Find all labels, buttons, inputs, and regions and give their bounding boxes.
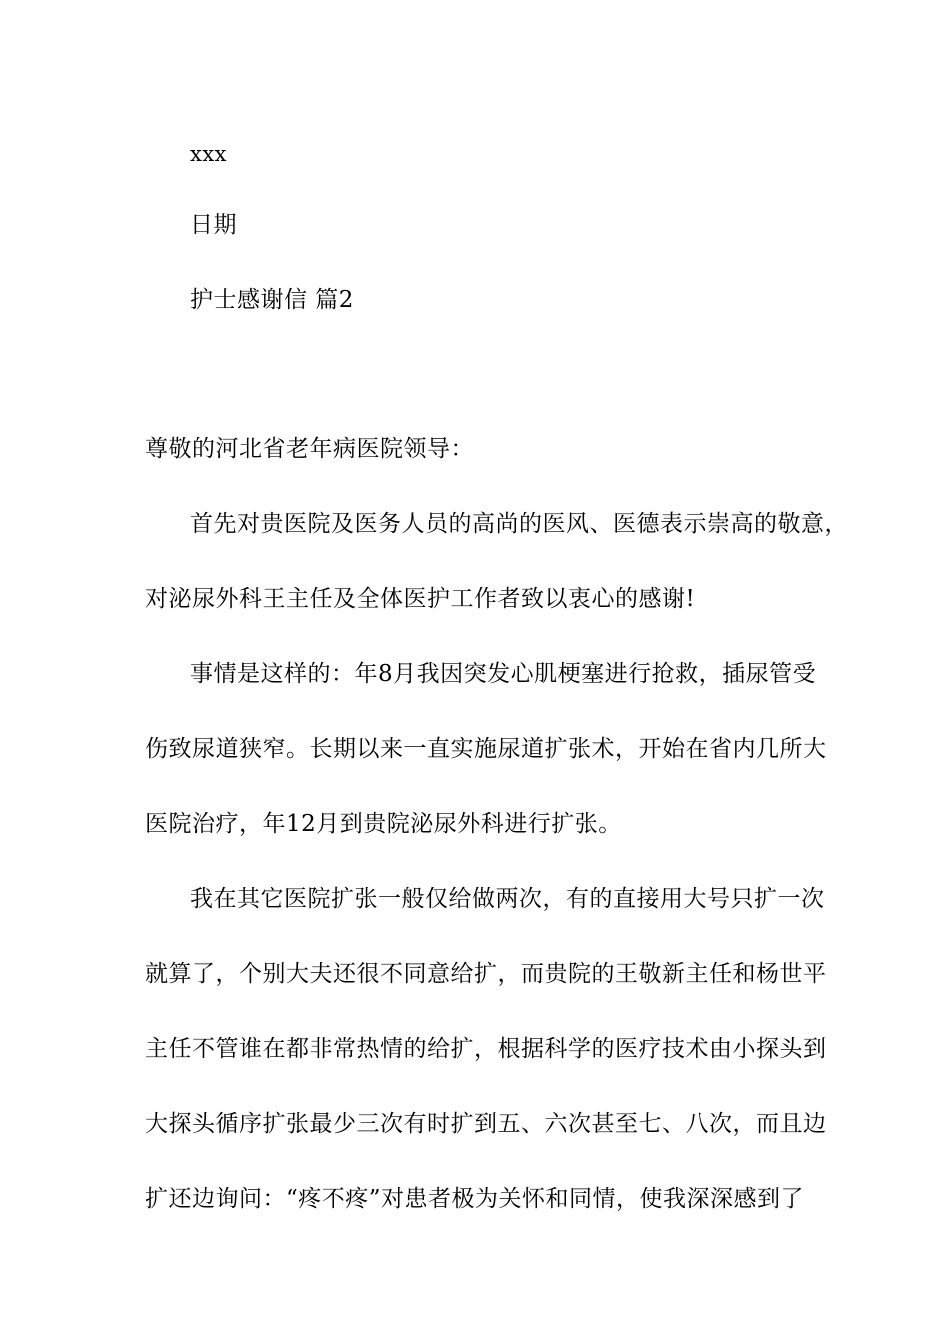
paragraph-line: 主任不管谁在都非常热情的给扩，根据科学的医疗技术由小探头到 [145,1036,827,1062]
paragraph-line: 医院治疗，年12月到贵院泌尿外科进行扩张。 [145,811,622,837]
paragraph-line: 大探头循序扩张最少三次有时扩到五、六次甚至七、八次，而且边 [145,1111,827,1137]
paragraph-line: 扩还边询问：“疼不疼”对患者极为关怀和同情，使我深深感到了 [145,1186,805,1212]
paragraph-line: 伤致尿道狭窄。长期以来一直实施尿道扩张术，开始在省内几所大 [145,736,827,762]
section-title: 护士感谢信 篇2 [190,287,354,313]
paragraph-line: 我在其它医院扩张一般仅给做两次，有的直接用大号只扩一次 [190,886,825,912]
paragraph-line: 就算了，个别大夫还很不同意给扩，而贵院的王敬新主任和杨世平 [145,961,827,987]
letter-salutation: 尊敬的河北省老年病医院领导： [145,436,474,462]
signature-date: 日期 [190,212,237,238]
paragraph-line: 首先对贵医院及医务人员的高尚的医风、医德表示崇高的敬意， [190,511,848,537]
signature-name: xxx [190,142,228,166]
paragraph-line: 事情是这样的：年8月我因突发心肌梗塞进行抢救，插尿管受 [190,661,817,687]
paragraph-line: 对泌尿外科王主任及全体医护工作者致以衷心的感谢! [145,586,696,612]
